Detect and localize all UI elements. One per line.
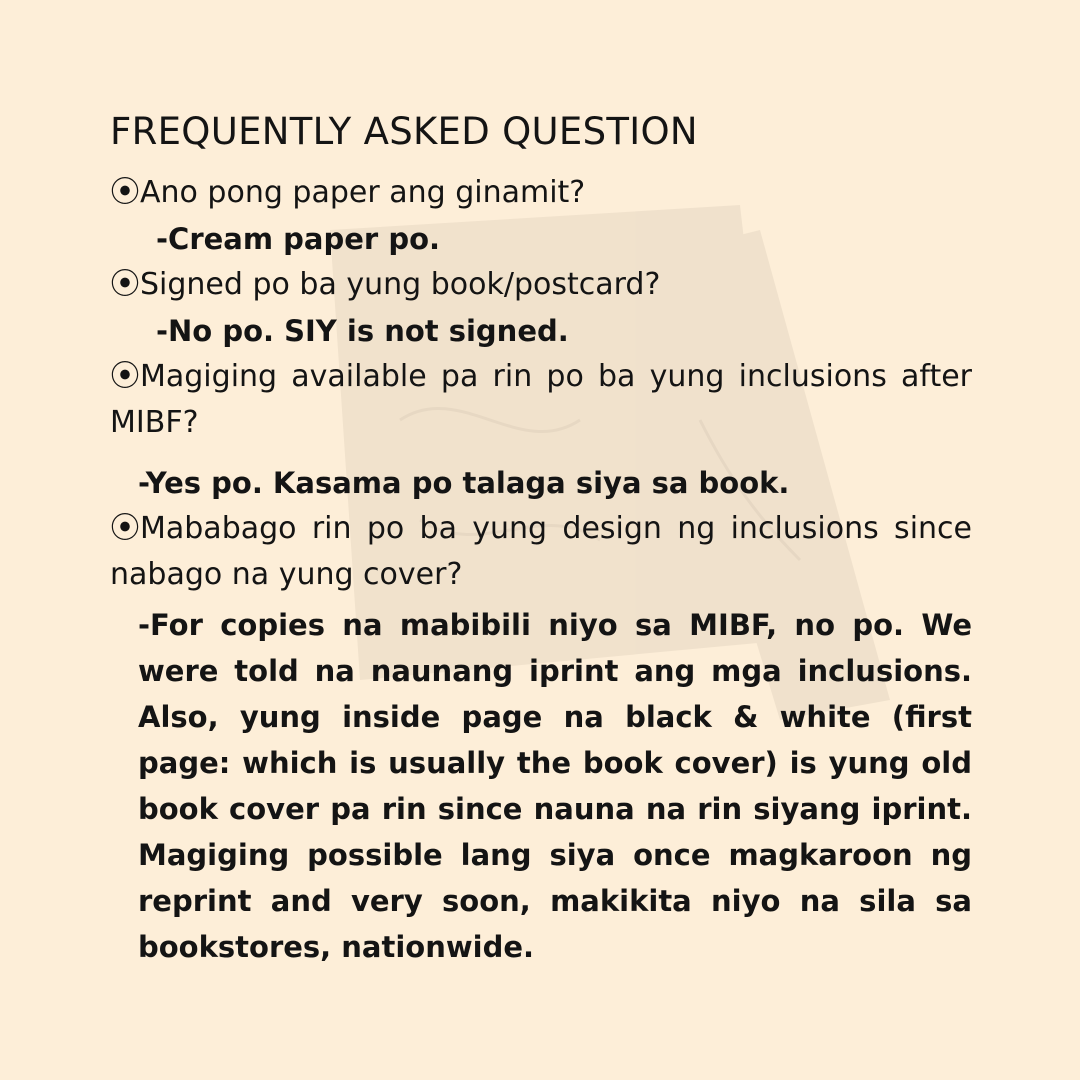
question-text: Magiging available pa rin po ba yung inclusions after MIBF? [110,359,972,440]
faq-question-2 [110,262,972,308]
faq-section [110,108,972,970]
faq-answer-2: -No po. SIY is not signed. [156,314,569,348]
faq-answer-1: -Cream paper po. [156,222,441,256]
faq-question-1 [110,170,972,216]
radio-bullet-icon: ⦿ [110,175,140,210]
faq-question-4 [110,506,972,598]
radio-bullet-icon: ⦿ [110,267,140,302]
question-text: Mababago rin po ba yung design ng inclusions since nabago na yung cover? [110,511,972,592]
faq-question-3 [110,354,972,446]
faq-answer-3: -Yes po. Kasama po talaga siya sa book. [138,466,790,500]
faq-title: FREQUENTLY ASKED QUESTION [110,110,698,153]
question-text: Signed po ba yung book/postcard? [140,267,661,302]
question-text: Ano pong paper ang ginamit? [140,175,586,210]
radio-bullet-icon: ⦿ [110,359,140,394]
faq-answer-4: -For copies na mabibili niyo sa MIBF, no po. We were told na naunang iprint ang mga inclusions. Also, yung inside page na black & white (first page: which is usually the book cover) is yung old book cover pa rin since nauna na rin siyang iprint. Magiging possible lang siya once magkaroon ng reprint and very soon, makikita niyo na sila sa bookstores, nationwide. [138,608,972,964]
radio-bullet-icon: ⦿ [110,511,140,546]
